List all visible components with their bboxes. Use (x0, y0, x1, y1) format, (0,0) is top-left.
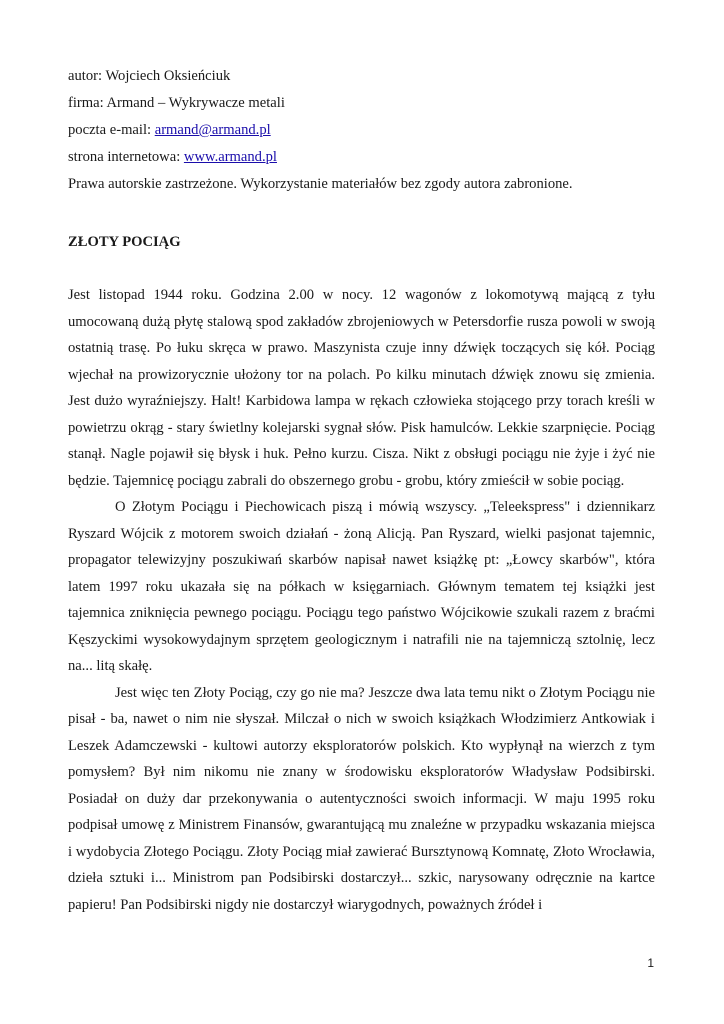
email-line (68, 120, 668, 147)
author-label: autor: (68, 68, 106, 84)
company-line (68, 93, 668, 120)
website-line (68, 147, 668, 174)
email-link[interactable]: armand@armand.pl (154, 122, 271, 138)
copyright-notice: Prawa autorskie zastrzeżone. Wykorzystanie materiałów bez zgody autora zabronione. (68, 176, 573, 192)
article-body (68, 282, 655, 918)
company-name: Armand – Wykrywacze metali (106, 95, 285, 111)
author-line (68, 66, 668, 93)
company-label: firma: (68, 95, 107, 111)
article-title: ZŁOTY POCIĄG (68, 234, 181, 250)
website-label: strona internetowa: (68, 149, 184, 165)
email-label: poczta e-mail: (68, 122, 155, 138)
paragraph: Jest więc ten Złoty Pociąg, czy go nie ma? Jeszcze dwa lata temu nikt o Złotym Pociągu nie pisał - ba, nawet o nim nie słyszał. Milczał o nich w swoich książkach Włodzimierz Antkowiak i Leszek Adamczewski - kultowi autorzy eksploratorów polskich. Kto wypłynął na wierzch z tym pomysłem? Był nim nikomu nie znany w środowisku eksploratorów Władysław Podsibirski. Posiadał on duży dar przekonywania o autentyczności swoich informacji. W maju 1995 roku podpisał umowę z Ministrem Finansów, gwarantującą mu znaleźne w przypadku wskazania miejsca i wydobycia Złotego Pociągu. Złoty Pociąg miał zawierać Bursztynową Komnatę, Złoto Wrocławia, dzieła sztuki i... Ministrom pan Podsibirski dostarczył... szkic, narysowany odręcznie na kartce papieru! Pan Podsibirski nigdy nie dostarczył wiarygodnych, poważnych źródeł i (68, 684, 655, 913)
paragraph: O Złotym Pociągu i Piechowicach piszą i mówią wszyscy. „Teleekspress" i dziennikarz Ryszard Wójcik z motorem swoich działań - żoną Alicją. Pan Ryszard, wielki pasjonat tajemnic, propagator telewizyjny poszukiwań skarbów napisał nawet książkę pt: „Łowcy skarbów", która latem 1997 roku ukazała się na półkach w księgarniach. Głównym tematem tej książki jest tajemnica zniknięcia pewnego pociągu. Pociągu tego państwo Wójcikowie szukali razem z braćmi Kęszyckimi wysokowydajnym sprzętem geologicznym i natrafili nie na tajemniczą sztolnię, lecz na... litą skałę. (68, 499, 655, 674)
page-number: 1 (647, 956, 654, 970)
author-header (68, 66, 668, 201)
website-link[interactable]: www.armand.pl (183, 149, 277, 165)
paragraph: Jest listopad 1944 roku. Godzina 2.00 w nocy. 12 wagonów z lokomotywą mającą z tyłu umocowaną dużą płytę stalową spod zakładów zbrojeniowych w Petersdorfie rusza powoli w swoją ostatnią trasę. Po łuku skręca w prawo. Maszynista czuje inny dźwięk toczących się kół. Pociąg wjechał na prowizorycznie ułożony tor na polach. Po kilku minutach dźwięk znowu się zmienia. Jest dużo wyraźniejszy. Halt! Karbidowa lampa w rękach człowieka stojącego przy torach kreśli w powietrzu okrąg - stary świetlny kolejarski sygnał słów. Pisk hamulców. Lekkie szarpnięcie. Pociąg stanął. Nagle pojawił się błysk i huk. Pełno kurzu. Cisza. Nikt z obsługi pociągu nie żyje i żyć nie będzie. Tajemnicę pociągu zabrali do obszernego grobu - grobu, który zmieścił w sobie pociąg. (68, 287, 655, 489)
author-name: Wojciech Oksieńciuk (105, 68, 231, 84)
